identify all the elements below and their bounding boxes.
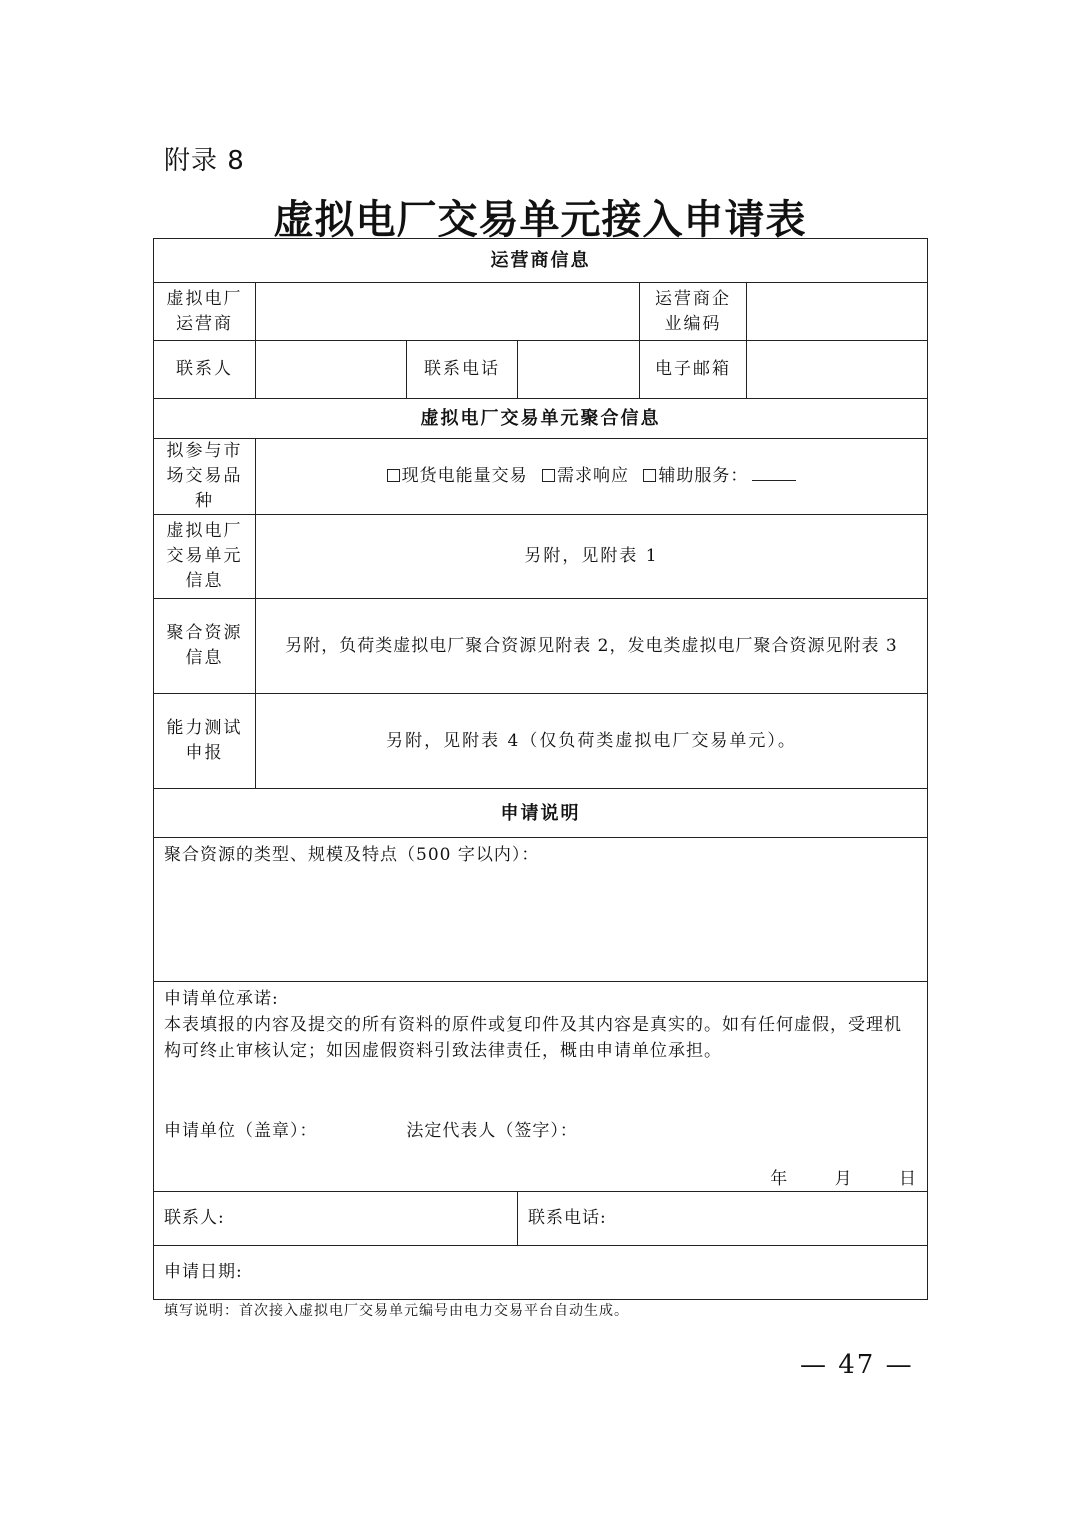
trade-type-label-cell — [154, 439, 256, 515]
contact-row — [154, 341, 928, 399]
application-section-row — [154, 789, 928, 838]
email-label: 电子邮箱 — [640, 341, 747, 399]
sign-date-row — [730, 1166, 917, 1192]
operator-name-field[interactable] — [256, 283, 640, 341]
bottom-contact-field[interactable] — [154, 1192, 518, 1246]
date-day-label: 日 — [899, 1169, 917, 1189]
application-form-table — [153, 238, 928, 1300]
date-month-label: 月 — [834, 1169, 853, 1189]
apply-date-field[interactable] — [154, 1246, 928, 1300]
phone-field[interactable] — [518, 341, 640, 399]
option-spot-energy-label: 现货电能量交易 — [401, 466, 528, 486]
fill-instruction-note: 填写说明：首次接入虚拟电厂交易单元编号由电力交易平台自动生成。 — [164, 1303, 629, 1319]
option-demand-response-label: 需求响应 — [557, 466, 629, 486]
pledge-heading: 申请单位承诺: — [164, 989, 279, 1009]
option-ancillary-service[interactable] — [643, 466, 796, 486]
checkbox-icon[interactable] — [387, 469, 400, 482]
form-title: 虚拟电厂交易单元接入申请表 — [273, 196, 807, 243]
unit-info-value: 另附，见附表 1 — [256, 515, 928, 599]
bottom-phone-field[interactable] — [518, 1192, 928, 1246]
apply-date-label: 申请日期: — [164, 1262, 243, 1282]
pledge-row — [154, 982, 928, 1192]
seal-label: 申请单位（盖章）： — [164, 1121, 318, 1141]
pledge-text: 本表填报的内容及提交的所有资料的原件或复印件及其内容是真实的。如有任何虚假，受理机构可终止审核认定；如因虚假资料引致法律责任，概由申请单位承担。 — [164, 1015, 902, 1061]
unit-info-label-cell — [154, 515, 256, 599]
option-ancillary-service-label: 辅助服务： — [658, 466, 749, 486]
legal-rep-label: 法定代表人（签字）： — [406, 1121, 578, 1141]
resource-info-label-cell — [154, 599, 256, 694]
resource-info-label: 聚合资源信息 — [166, 623, 243, 668]
unit-info-row — [154, 515, 928, 599]
capacity-test-label-cell — [154, 694, 256, 789]
checkbox-icon[interactable] — [542, 469, 555, 482]
resource-description-row — [154, 838, 928, 982]
operator-section-row — [154, 239, 928, 283]
signature-row — [164, 1118, 917, 1144]
aggregation-section-heading: 虚拟电厂交易单元聚合信息 — [154, 399, 928, 439]
phone-label: 联系电话 — [407, 341, 518, 399]
unit-info-label: 虚拟电厂交易单元信息 — [166, 521, 243, 591]
resource-info-value: 另附，负荷类虚拟电厂聚合资源见附表 2，发电类虚拟电厂聚合资源见附表 3 — [256, 599, 928, 694]
operator-row — [154, 283, 928, 341]
date-year-label: 年 — [770, 1169, 789, 1189]
bottom-contact-row — [154, 1192, 928, 1246]
operator-section-heading: 运营商信息 — [154, 239, 928, 283]
appendix-label: 附录 8 — [164, 146, 245, 176]
resource-description-field[interactable] — [154, 838, 928, 982]
resource-description-prompt: 聚合资源的类型、规模及特点（500 字以内）： — [164, 845, 540, 865]
trade-type-row — [154, 439, 928, 515]
capacity-test-row — [154, 694, 928, 789]
contact-label: 联系人 — [154, 341, 256, 399]
bottom-contact-label: 联系人: — [164, 1208, 225, 1228]
checkbox-icon[interactable] — [643, 469, 656, 482]
apply-date-row — [154, 1246, 928, 1300]
application-section-heading: 申请说明 — [154, 789, 928, 838]
enterprise-code-field[interactable] — [747, 283, 928, 341]
capacity-test-value: 另附，见附表 4（仅负荷类虚拟电厂交易单元）。 — [256, 694, 928, 789]
page-number: — 47 — — [800, 1350, 914, 1380]
resource-info-row — [154, 599, 928, 694]
aggregation-section-row — [154, 399, 928, 439]
option-spot-energy[interactable] — [387, 466, 528, 486]
bottom-phone-label: 联系电话: — [528, 1208, 607, 1228]
enterprise-code-label-cell — [640, 283, 747, 341]
option-demand-response[interactable] — [542, 466, 629, 486]
trade-type-label: 拟参与市场交易品种 — [166, 441, 243, 511]
trade-type-options — [256, 439, 928, 515]
capacity-test-label: 能力测试申报 — [166, 718, 243, 763]
operator-name-label-cell — [154, 283, 256, 341]
operator-name-label: 虚拟电厂运营商 — [166, 288, 243, 334]
ancillary-service-blank[interactable] — [752, 480, 796, 481]
pledge-cell — [154, 982, 928, 1192]
enterprise-code-label: 运营商企业编码 — [655, 288, 731, 334]
contact-field[interactable] — [256, 341, 407, 399]
email-field[interactable] — [747, 341, 928, 399]
